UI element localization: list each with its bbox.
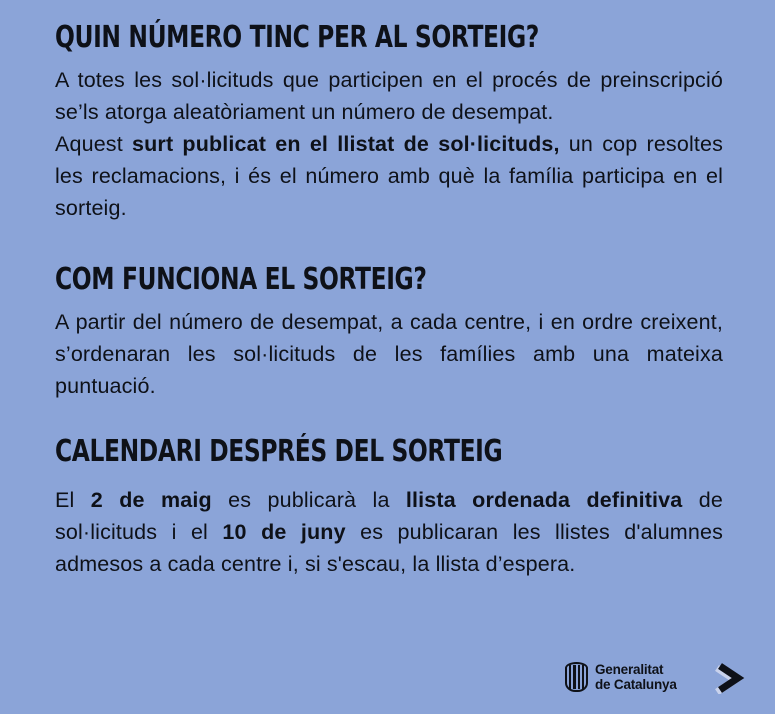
text-segment: es publicarà la — [211, 488, 406, 512]
section-body-lottery-number — [55, 64, 723, 224]
text-segment: es publicaran les llistes d'alumnes admesos a cada centre i, si s'escau, la llista d’espera. — [55, 520, 723, 576]
chevron-right-icon[interactable] — [712, 662, 748, 694]
bold-published-list: surt publicat en el llistat de sol·licituds, — [132, 132, 560, 156]
text-segment: Aquest — [55, 132, 133, 156]
text-segment: El — [55, 488, 91, 512]
logo-text — [595, 662, 677, 692]
text-segment: un cop resoltes les reclamacions, i és el número amb què la família participa en el sorteig. — [55, 132, 723, 220]
bold-date-june: 10 de juny — [222, 520, 346, 544]
section-body-calendar — [55, 484, 723, 580]
bold-final-list: llista ordenada definitiva — [405, 488, 683, 512]
paragraph-calendar — [55, 484, 723, 580]
paragraph-published-list — [55, 128, 723, 224]
logo-line-1: Generalitat — [595, 662, 664, 677]
section-title-lottery-number: QUIN NÚMERO TINC PER AL SORTEIG? — [55, 20, 539, 55]
section-title-calendar: CALENDARI DESPRÉS DEL SORTEIG — [55, 434, 503, 469]
paragraph-ordering: A partir del número de desempat, a cada centre, i en ordre creixent, s’ordenaran les sol·licituds de les famílies amb una mateixa puntuació. — [55, 310, 723, 398]
generalitat-logo — [565, 660, 677, 694]
paragraph-tiebreak-number: A totes les sol·licituds que participen en el procés de preinscripció se’ls atorga aleatòriament un número de desempat. — [55, 68, 723, 124]
section-body-how-it-works — [55, 306, 723, 402]
text-segment: de sol·licituds i el — [55, 488, 723, 544]
logo-line-2: de Catalunya — [595, 677, 677, 692]
info-content — [55, 18, 723, 580]
generalitat-logo-icon — [565, 662, 588, 692]
section-title-how-it-works: COM FUNCIONA EL SORTEIG? — [55, 262, 427, 297]
bold-date-may: 2 de maig — [90, 488, 212, 512]
